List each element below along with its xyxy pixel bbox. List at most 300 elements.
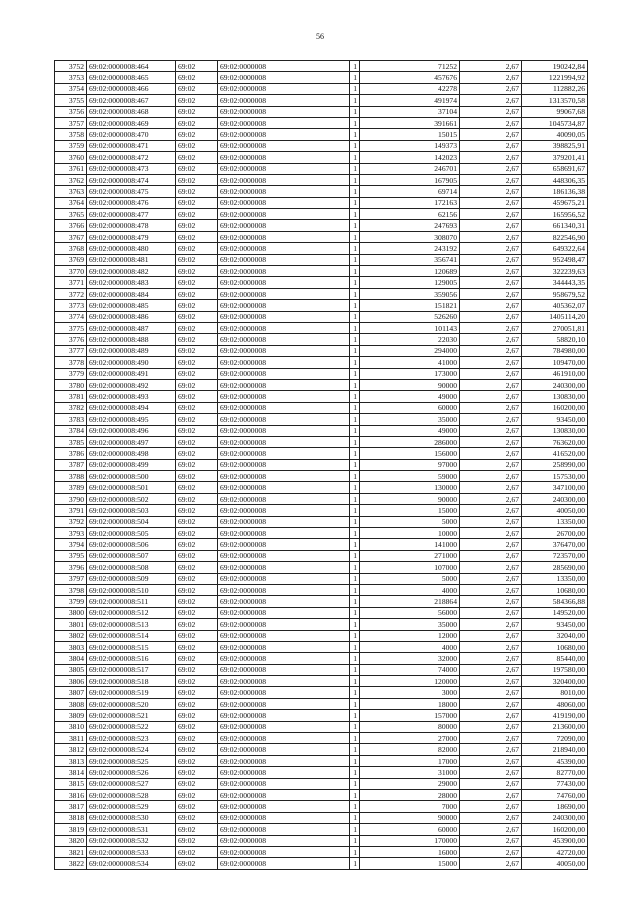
- cadastral-number-cell: 69:02:0000008:476: [87, 197, 176, 208]
- cadastral-block-cell: 69:02:0000008: [218, 140, 350, 151]
- district-code-cell: 69:02: [176, 744, 218, 755]
- count-cell: 1: [350, 243, 360, 254]
- count-cell: 1: [350, 812, 360, 823]
- row-number-cell: 3813: [55, 755, 87, 766]
- cadastral-number-cell: 69:02:0000008:511: [87, 596, 176, 607]
- cadastral-block-cell: 69:02:0000008: [218, 516, 350, 527]
- area-cell: 5000: [360, 573, 460, 584]
- row-number-cell: 3795: [55, 550, 87, 561]
- cadastral-value-cell: 453900,00: [522, 835, 588, 846]
- table-row: [55, 459, 588, 470]
- rate-cell: 2,67: [460, 345, 522, 356]
- count-cell: 1: [350, 220, 360, 231]
- cadastral-number-cell: 69:02:0000008:508: [87, 562, 176, 573]
- count-cell: 1: [350, 368, 360, 379]
- cadastral-number-cell: 69:02:0000008:470: [87, 129, 176, 140]
- table-row: [55, 152, 588, 163]
- count-cell: 1: [350, 767, 360, 778]
- cadastral-value-cell: 93450,00: [522, 414, 588, 425]
- rate-cell: 2,67: [460, 117, 522, 128]
- district-code-cell: 69:02: [176, 197, 218, 208]
- rate-cell: 2,67: [460, 277, 522, 288]
- cadastral-value-cell: 58820,10: [522, 334, 588, 345]
- rate-cell: 2,67: [460, 653, 522, 664]
- count-cell: 1: [350, 402, 360, 413]
- count-cell: 1: [350, 516, 360, 527]
- area-cell: 156000: [360, 448, 460, 459]
- area-cell: 391661: [360, 117, 460, 128]
- cadastral-block-cell: 69:02:0000008: [218, 448, 350, 459]
- row-number-cell: 3792: [55, 516, 87, 527]
- district-code-cell: 69:02: [176, 846, 218, 857]
- rate-cell: 2,67: [460, 425, 522, 436]
- rate-cell: 2,67: [460, 186, 522, 197]
- cadastral-number-cell: 69:02:0000008:484: [87, 288, 176, 299]
- cadastral-value-cell: 784980,00: [522, 345, 588, 356]
- district-code-cell: 69:02: [176, 186, 218, 197]
- row-number-cell: 3770: [55, 266, 87, 277]
- table-row: [55, 698, 588, 709]
- count-cell: 1: [350, 584, 360, 595]
- row-number-cell: 3776: [55, 334, 87, 345]
- cadastral-number-cell: 69:02:0000008:489: [87, 345, 176, 356]
- table-row: [55, 584, 588, 595]
- row-number-cell: 3799: [55, 596, 87, 607]
- count-cell: 1: [350, 573, 360, 584]
- cadastral-value-cell: 270051,81: [522, 322, 588, 333]
- area-cell: 286000: [360, 436, 460, 447]
- cadastral-block-cell: 69:02:0000008: [218, 482, 350, 493]
- area-cell: 294000: [360, 345, 460, 356]
- cadastral-value-cell: 13350,00: [522, 573, 588, 584]
- area-cell: 101143: [360, 322, 460, 333]
- area-cell: 157000: [360, 710, 460, 721]
- area-cell: 35000: [360, 619, 460, 630]
- area-cell: 308070: [360, 231, 460, 242]
- table-row: [55, 83, 588, 94]
- cadastral-block-cell: 69:02:0000008: [218, 630, 350, 641]
- cadastral-block-cell: 69:02:0000008: [218, 311, 350, 322]
- cadastral-block-cell: 69:02:0000008: [218, 83, 350, 94]
- row-number-cell: 3821: [55, 846, 87, 857]
- rate-cell: 2,67: [460, 812, 522, 823]
- table-row: [55, 767, 588, 778]
- cadastral-block-cell: 69:02:0000008: [218, 300, 350, 311]
- count-cell: 1: [350, 117, 360, 128]
- cadastral-number-cell: 69:02:0000008:512: [87, 607, 176, 618]
- area-cell: 90000: [360, 379, 460, 390]
- cadastral-block-cell: 69:02:0000008: [218, 778, 350, 789]
- table-row: [55, 801, 588, 812]
- cadastral-value-cell: 376470,00: [522, 539, 588, 550]
- rate-cell: 2,67: [460, 562, 522, 573]
- rate-cell: 2,67: [460, 129, 522, 140]
- cadastral-value-cell: 213600,00: [522, 721, 588, 732]
- district-code-cell: 69:02: [176, 835, 218, 846]
- cadastral-block-cell: 69:02:0000008: [218, 345, 350, 356]
- cadastral-number-cell: 69:02:0000008:527: [87, 778, 176, 789]
- district-code-cell: 69:02: [176, 106, 218, 117]
- count-cell: 1: [350, 653, 360, 664]
- cadastral-value-cell: 85440,00: [522, 653, 588, 664]
- table-row: [55, 471, 588, 482]
- cadastral-block-cell: 69:02:0000008: [218, 459, 350, 470]
- row-number-cell: 3812: [55, 744, 87, 755]
- district-code-cell: 69:02: [176, 790, 218, 801]
- cadastral-block-cell: 69:02:0000008: [218, 379, 350, 390]
- cadastral-number-cell: 69:02:0000008:501: [87, 482, 176, 493]
- district-code-cell: 69:02: [176, 174, 218, 185]
- table-body: [55, 61, 588, 870]
- rate-cell: 2,67: [460, 471, 522, 482]
- cadastral-block-cell: 69:02:0000008: [218, 391, 350, 402]
- rate-cell: 2,67: [460, 368, 522, 379]
- district-code-cell: 69:02: [176, 676, 218, 687]
- cadastral-block-cell: 69:02:0000008: [218, 197, 350, 208]
- row-number-cell: 3807: [55, 687, 87, 698]
- cadastral-number-cell: 69:02:0000008:529: [87, 801, 176, 812]
- row-number-cell: 3780: [55, 379, 87, 390]
- row-number-cell: 3788: [55, 471, 87, 482]
- area-cell: 218864: [360, 596, 460, 607]
- cadastral-value-cell: 322239,63: [522, 266, 588, 277]
- area-cell: 15000: [360, 858, 460, 869]
- table-row: [55, 334, 588, 345]
- area-cell: 4000: [360, 641, 460, 652]
- cadastral-block-cell: 69:02:0000008: [218, 790, 350, 801]
- cadastral-block-cell: 69:02:0000008: [218, 357, 350, 368]
- district-code-cell: 69:02: [176, 414, 218, 425]
- cadastral-value-cell: 40050,00: [522, 505, 588, 516]
- row-number-cell: 3762: [55, 174, 87, 185]
- count-cell: 1: [350, 676, 360, 687]
- table-row: [55, 220, 588, 231]
- table-row: [55, 790, 588, 801]
- count-cell: 1: [350, 835, 360, 846]
- cadastral-number-cell: 69:02:0000008:518: [87, 676, 176, 687]
- count-cell: 1: [350, 562, 360, 573]
- district-code-cell: 69:02: [176, 140, 218, 151]
- cadastral-number-cell: 69:02:0000008:507: [87, 550, 176, 561]
- cadastral-value-cell: 379201,41: [522, 152, 588, 163]
- cadastral-value-cell: 42720,00: [522, 846, 588, 857]
- district-code-cell: 69:02: [176, 607, 218, 618]
- row-number-cell: 3803: [55, 641, 87, 652]
- cadastral-number-cell: 69:02:0000008:532: [87, 835, 176, 846]
- table-row: [55, 436, 588, 447]
- rate-cell: 2,67: [460, 197, 522, 208]
- area-cell: 17000: [360, 755, 460, 766]
- district-code-cell: 69:02: [176, 425, 218, 436]
- cadastral-number-cell: 69:02:0000008:523: [87, 733, 176, 744]
- rate-cell: 2,67: [460, 664, 522, 675]
- cadastral-block-cell: 69:02:0000008: [218, 812, 350, 823]
- row-number-cell: 3800: [55, 607, 87, 618]
- count-cell: 1: [350, 300, 360, 311]
- cadastral-number-cell: 69:02:0000008:513: [87, 619, 176, 630]
- count-cell: 1: [350, 379, 360, 390]
- cadastral-number-cell: 69:02:0000008:496: [87, 425, 176, 436]
- count-cell: 1: [350, 630, 360, 641]
- cadastral-number-cell: 69:02:0000008:475: [87, 186, 176, 197]
- rate-cell: 2,67: [460, 801, 522, 812]
- cadastral-block-cell: 69:02:0000008: [218, 721, 350, 732]
- row-number-cell: 3794: [55, 539, 87, 550]
- table-row: [55, 846, 588, 857]
- district-code-cell: 69:02: [176, 630, 218, 641]
- district-code-cell: 69:02: [176, 721, 218, 732]
- cadastral-block-cell: 69:02:0000008: [218, 687, 350, 698]
- cadastral-number-cell: 69:02:0000008:465: [87, 72, 176, 83]
- district-code-cell: 69:02: [176, 801, 218, 812]
- rate-cell: 2,67: [460, 231, 522, 242]
- table-row: [55, 209, 588, 220]
- count-cell: 1: [350, 83, 360, 94]
- area-cell: 62156: [360, 209, 460, 220]
- count-cell: 1: [350, 493, 360, 504]
- count-cell: 1: [350, 505, 360, 516]
- table-row: [55, 414, 588, 425]
- cadastral-number-cell: 69:02:0000008:497: [87, 436, 176, 447]
- area-cell: 120000: [360, 676, 460, 687]
- row-number-cell: 3793: [55, 528, 87, 539]
- table-row: [55, 391, 588, 402]
- cadastral-value-cell: 18690,00: [522, 801, 588, 812]
- cadastral-block-cell: 69:02:0000008: [218, 266, 350, 277]
- cadastral-value-cell: 197580,00: [522, 664, 588, 675]
- count-cell: 1: [350, 858, 360, 869]
- rate-cell: 2,67: [460, 95, 522, 106]
- district-code-cell: 69:02: [176, 858, 218, 869]
- row-number-cell: 3774: [55, 311, 87, 322]
- cadastral-value-cell: 584366,88: [522, 596, 588, 607]
- table-row: [55, 72, 588, 83]
- cadastral-value-cell: 77430,00: [522, 778, 588, 789]
- rate-cell: 2,67: [460, 414, 522, 425]
- cadastral-number-cell: 69:02:0000008:488: [87, 334, 176, 345]
- rate-cell: 2,67: [460, 482, 522, 493]
- cadastral-number-cell: 69:02:0000008:504: [87, 516, 176, 527]
- table-row: [55, 288, 588, 299]
- area-cell: 90000: [360, 493, 460, 504]
- rate-cell: 2,67: [460, 266, 522, 277]
- district-code-cell: 69:02: [176, 482, 218, 493]
- table-row: [55, 231, 588, 242]
- district-code-cell: 69:02: [176, 778, 218, 789]
- district-code-cell: 69:02: [176, 687, 218, 698]
- row-number-cell: 3761: [55, 163, 87, 174]
- cadastral-block-cell: 69:02:0000008: [218, 505, 350, 516]
- rate-cell: 2,67: [460, 755, 522, 766]
- district-code-cell: 69:02: [176, 368, 218, 379]
- cadastral-value-cell: 186136,38: [522, 186, 588, 197]
- area-cell: 42278: [360, 83, 460, 94]
- row-number-cell: 3790: [55, 493, 87, 504]
- area-cell: 80000: [360, 721, 460, 732]
- area-cell: 90000: [360, 812, 460, 823]
- row-number-cell: 3777: [55, 345, 87, 356]
- table-row: [55, 607, 588, 618]
- area-cell: 71252: [360, 61, 460, 72]
- district-code-cell: 69:02: [176, 345, 218, 356]
- cadastral-block-cell: 69:02:0000008: [218, 414, 350, 425]
- area-cell: 120689: [360, 266, 460, 277]
- count-cell: 1: [350, 197, 360, 208]
- cadastral-block-cell: 69:02:0000008: [218, 676, 350, 687]
- count-cell: 1: [350, 129, 360, 140]
- row-number-cell: 3785: [55, 436, 87, 447]
- cadastral-value-cell: 74760,00: [522, 790, 588, 801]
- row-number-cell: 3773: [55, 300, 87, 311]
- rate-cell: 2,67: [460, 459, 522, 470]
- cadastral-number-cell: 69:02:0000008:480: [87, 243, 176, 254]
- rate-cell: 2,67: [460, 209, 522, 220]
- cadastral-value-cell: 416520,00: [522, 448, 588, 459]
- count-cell: 1: [350, 209, 360, 220]
- cadastral-value-cell: 130830,00: [522, 425, 588, 436]
- cadastral-value-cell: 48060,00: [522, 698, 588, 709]
- table-row: [55, 733, 588, 744]
- cadastral-value-cell: 218940,00: [522, 744, 588, 755]
- count-cell: 1: [350, 721, 360, 732]
- district-code-cell: 69:02: [176, 528, 218, 539]
- district-code-cell: 69:02: [176, 812, 218, 823]
- cadastral-block-cell: 69:02:0000008: [218, 254, 350, 265]
- table-row: [55, 174, 588, 185]
- cadastral-value-cell: 958679,52: [522, 288, 588, 299]
- table-row: [55, 277, 588, 288]
- rate-cell: 2,67: [460, 596, 522, 607]
- row-number-cell: 3808: [55, 698, 87, 709]
- cadastral-number-cell: 69:02:0000008:471: [87, 140, 176, 151]
- row-number-cell: 3769: [55, 254, 87, 265]
- district-code-cell: 69:02: [176, 584, 218, 595]
- area-cell: 41000: [360, 357, 460, 368]
- rate-cell: 2,67: [460, 140, 522, 151]
- cadastral-number-cell: 69:02:0000008:498: [87, 448, 176, 459]
- count-cell: 1: [350, 607, 360, 618]
- cadastral-block-cell: 69:02:0000008: [218, 61, 350, 72]
- district-code-cell: 69:02: [176, 596, 218, 607]
- table-row: [55, 744, 588, 755]
- area-cell: 526260: [360, 311, 460, 322]
- count-cell: 1: [350, 95, 360, 106]
- cadastral-block-cell: 69:02:0000008: [218, 425, 350, 436]
- cadastral-value-cell: 165956,52: [522, 209, 588, 220]
- rate-cell: 2,67: [460, 767, 522, 778]
- cadastral-number-cell: 69:02:0000008:506: [87, 539, 176, 550]
- district-code-cell: 69:02: [176, 277, 218, 288]
- rate-cell: 2,67: [460, 300, 522, 311]
- table-row: [55, 721, 588, 732]
- cadastral-block-cell: 69:02:0000008: [218, 767, 350, 778]
- rate-cell: 2,67: [460, 322, 522, 333]
- cadastral-number-cell: 69:02:0000008:473: [87, 163, 176, 174]
- rate-cell: 2,67: [460, 243, 522, 254]
- count-cell: 1: [350, 550, 360, 561]
- rate-cell: 2,67: [460, 220, 522, 231]
- district-code-cell: 69:02: [176, 767, 218, 778]
- cadastral-value-cell: 285690,00: [522, 562, 588, 573]
- cadastral-number-cell: 69:02:0000008:515: [87, 641, 176, 652]
- row-number-cell: 3796: [55, 562, 87, 573]
- district-code-cell: 69:02: [176, 402, 218, 413]
- table-row: [55, 186, 588, 197]
- district-code-cell: 69:02: [176, 824, 218, 835]
- cadastral-value-cell: 40050,00: [522, 858, 588, 869]
- district-code-cell: 69:02: [176, 471, 218, 482]
- district-code-cell: 69:02: [176, 357, 218, 368]
- area-cell: 246701: [360, 163, 460, 174]
- rate-cell: 2,67: [460, 72, 522, 83]
- area-cell: 359056: [360, 288, 460, 299]
- district-code-cell: 69:02: [176, 322, 218, 333]
- cadastral-block-cell: 69:02:0000008: [218, 243, 350, 254]
- count-cell: 1: [350, 288, 360, 299]
- table-row: [55, 129, 588, 140]
- row-number-cell: 3755: [55, 95, 87, 106]
- cadastral-value-cell: 240300,00: [522, 493, 588, 504]
- cadastral-value-cell: 82770,00: [522, 767, 588, 778]
- district-code-cell: 69:02: [176, 243, 218, 254]
- table-row: [55, 425, 588, 436]
- count-cell: 1: [350, 174, 360, 185]
- area-cell: 69714: [360, 186, 460, 197]
- area-cell: 49000: [360, 425, 460, 436]
- cadastral-block-cell: 69:02:0000008: [218, 698, 350, 709]
- area-cell: 170000: [360, 835, 460, 846]
- cadastral-value-cell: 109470,00: [522, 357, 588, 368]
- cadastral-block-cell: 69:02:0000008: [218, 436, 350, 447]
- cadastral-value-cell: 723570,00: [522, 550, 588, 561]
- cadastral-value-cell: 160200,00: [522, 824, 588, 835]
- count-cell: 1: [350, 778, 360, 789]
- cadastral-value-cell: 149520,00: [522, 607, 588, 618]
- district-code-cell: 69:02: [176, 710, 218, 721]
- cadastral-value-cell: 8010,00: [522, 687, 588, 698]
- cadastral-value-cell: 258990,00: [522, 459, 588, 470]
- table-row: [55, 163, 588, 174]
- rate-cell: 2,67: [460, 733, 522, 744]
- area-cell: 172163: [360, 197, 460, 208]
- row-number-cell: 3759: [55, 140, 87, 151]
- count-cell: 1: [350, 61, 360, 72]
- table-row: [55, 664, 588, 675]
- row-number-cell: 3791: [55, 505, 87, 516]
- row-number-cell: 3802: [55, 630, 87, 641]
- count-cell: 1: [350, 436, 360, 447]
- count-cell: 1: [350, 459, 360, 470]
- area-cell: 97000: [360, 459, 460, 470]
- count-cell: 1: [350, 186, 360, 197]
- district-code-cell: 69:02: [176, 95, 218, 106]
- cadastral-block-cell: 69:02:0000008: [218, 95, 350, 106]
- area-cell: 149373: [360, 140, 460, 151]
- cadastral-value-cell: 649322,64: [522, 243, 588, 254]
- rate-cell: 2,67: [460, 379, 522, 390]
- cadastral-number-cell: 69:02:0000008:467: [87, 95, 176, 106]
- district-code-cell: 69:02: [176, 117, 218, 128]
- row-number-cell: 3806: [55, 676, 87, 687]
- district-code-cell: 69:02: [176, 300, 218, 311]
- cadastral-number-cell: 69:02:0000008:472: [87, 152, 176, 163]
- cadastral-number-cell: 69:02:0000008:478: [87, 220, 176, 231]
- table-row: [55, 630, 588, 641]
- table-row: [55, 835, 588, 846]
- row-number-cell: 3757: [55, 117, 87, 128]
- table-row: [55, 573, 588, 584]
- cadastral-block-cell: 69:02:0000008: [218, 858, 350, 869]
